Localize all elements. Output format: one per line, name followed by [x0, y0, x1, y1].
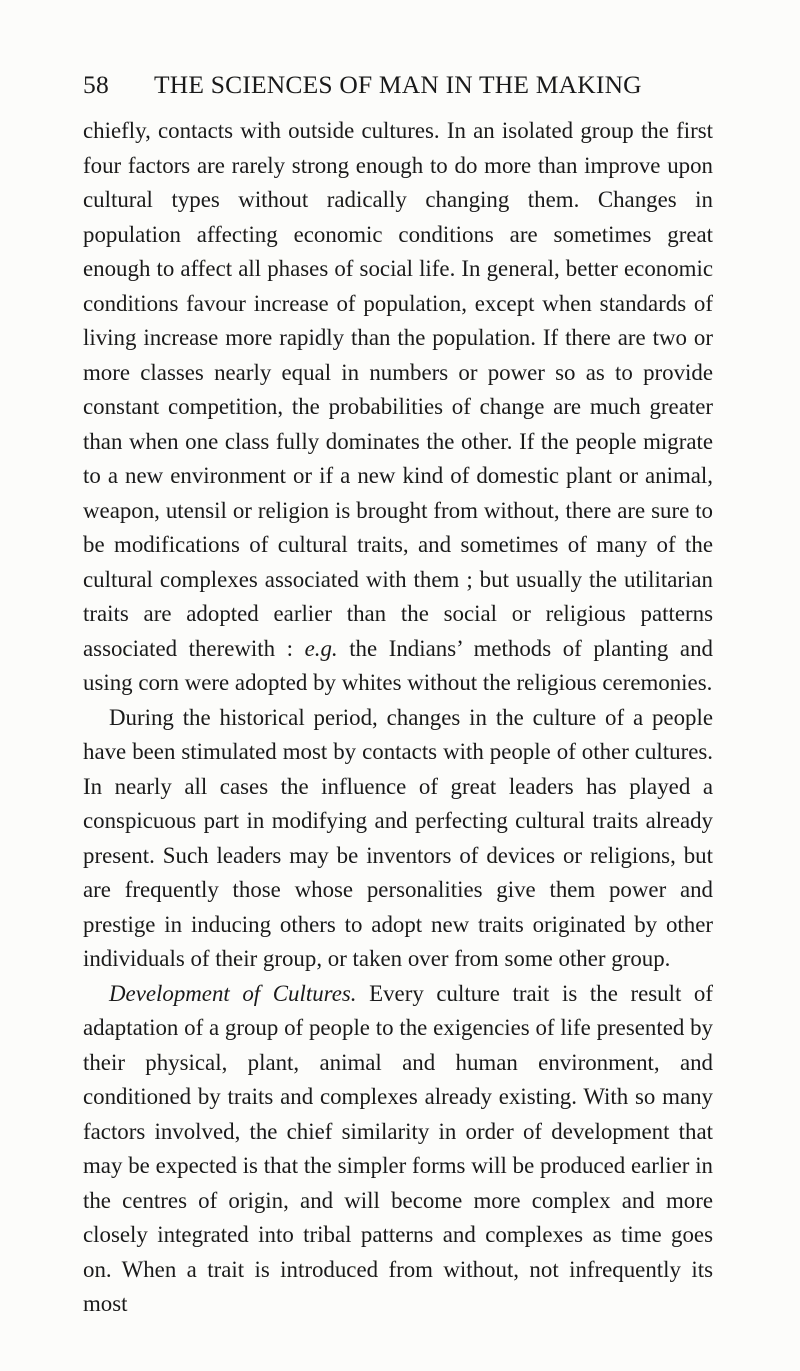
abbreviation-eg: e.g.	[304, 635, 338, 661]
paragraph-historical-period: During the historical period, changes in the culture of a people have been stimulated most by contacts with people of other cultures. In nearly all cases the influence of great leaders has played a conspicuous part in modifying and perfecting cultural traits already present. Such leaders may be inventors of devices or religions, but are frequently those whose personalities give them power and prestige in inducing others to adopt new traits originated by other individuals of their group, or taken over from some other group.	[83, 704, 713, 971]
body-text	[83, 114, 713, 1322]
paragraph-development-of-cultures	[83, 977, 713, 1322]
book-page	[83, 70, 713, 1322]
page-number: 58	[83, 70, 109, 99]
running-head	[83, 70, 713, 110]
section-heading-inline: Development of Cultures.	[109, 980, 357, 1006]
paragraph-text: Every culture trait is the result of adaptation of a group of people to the exigencies of life presented by their physical, plant, animal and human environment, and conditioned by traits and complexes already existing. With so many factors involved, the chief similarity in order of development that may be expected is that the simpler forms will be produced earlier in the centres of origin, and will become more complex and more closely integrated into tribal patterns and complexes as time goes on. When a trait is introduced from without, not infrequently its most	[83, 980, 713, 1316]
paragraph-text: the Indians’ methods of planting and using corn were adopted by whites without the religious ceremonies.	[83, 635, 713, 695]
running-head-title: THE SCIENCES OF MAN IN THE MAKING	[154, 70, 642, 99]
paragraph-continuation	[83, 114, 713, 701]
paragraph-text: chiefly, contacts with outside cultures. In an isolated group the first four factors are rarely strong enough to do more than improve upon cultural types without radically changing them. Changes in population affecting economic conditions are sometimes great enough to affect all phases of social life. In general, better economic conditions favour increase of population, except when standards of living increase more rapidly than the population. If there are two or more classes nearly equal in numbers or power so as to provide constant competition, the probabilities of change are much greater than when one class fully dominates the other. If the people migrate to a new environment or if a new kind of domestic plant or animal, weapon, utensil or religion is brought from without, there are sure to be modifications of cultural traits, and sometimes of many of the cultural complexes associated with them ; but usually the utilitarian traits are adopted earlier than the social or religious patterns associated therewith :	[83, 118, 713, 661]
